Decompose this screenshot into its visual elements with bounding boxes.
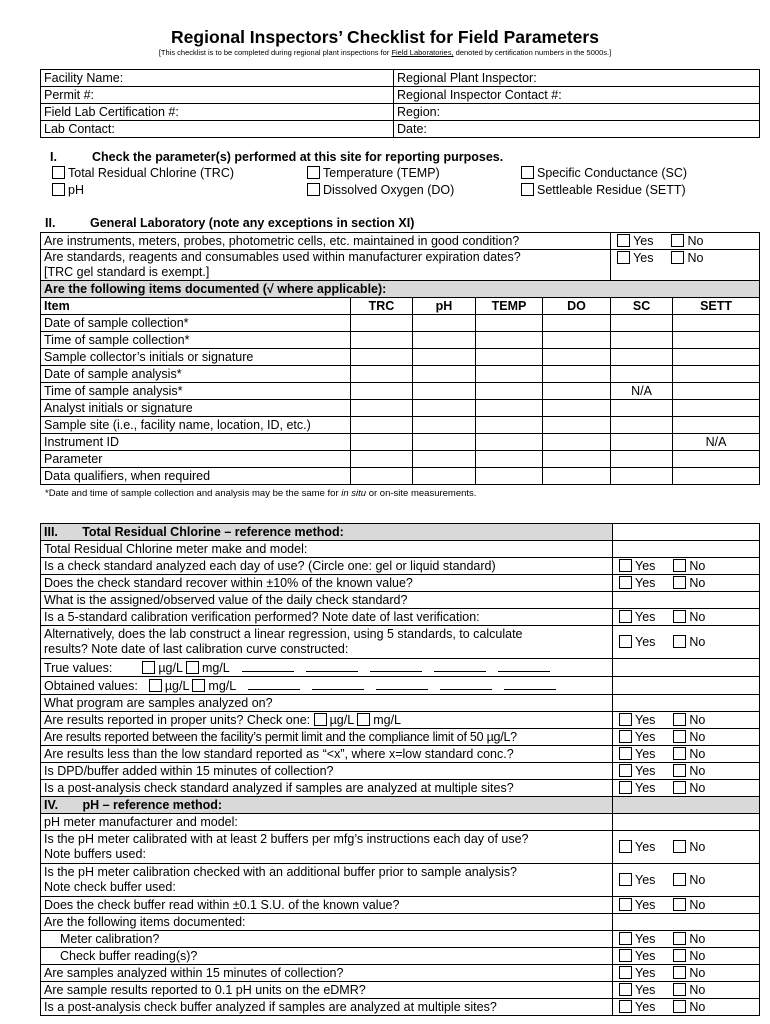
- section-2-number: II.: [45, 216, 56, 230]
- checkbox[interactable]: [521, 183, 534, 196]
- documented-heading: Are the following items documented (√ where applicable):: [41, 281, 760, 298]
- param-trc[interactable]: [52, 166, 234, 180]
- units-label: Are results reported in proper units? Check one:: [44, 713, 311, 727]
- subtitle-text: [This checklist is to be completed during regional plant inspections for: [158, 48, 392, 57]
- yes-no[interactable]: [613, 575, 760, 592]
- cell[interactable]: [351, 349, 413, 366]
- table-row: [41, 366, 760, 383]
- question-check-standard: Is a check standard analyzed each day of use? (Circle one: gel or liquid standard): [41, 558, 613, 575]
- yes-checkbox[interactable]: [619, 559, 632, 572]
- param-sett[interactable]: [521, 183, 686, 197]
- checkbox[interactable]: [52, 183, 65, 196]
- table-row: [41, 383, 760, 400]
- cell[interactable]: [611, 349, 673, 366]
- facility-info-table: [40, 69, 760, 138]
- question-ph-check-buffer: [41, 864, 613, 897]
- table-row: [41, 451, 760, 468]
- item-label: Date of sample analysis*: [41, 366, 351, 383]
- yes-no[interactable]: [613, 712, 760, 729]
- yes-label: Yes: [635, 610, 656, 624]
- no-label: No: [689, 559, 706, 573]
- yes-checkbox[interactable]: [619, 635, 632, 648]
- yes-checkbox[interactable]: [619, 747, 632, 760]
- mgl-checkbox[interactable]: [357, 713, 370, 726]
- mgl-checkbox[interactable]: [186, 661, 199, 674]
- cell[interactable]: [673, 468, 760, 485]
- col-sc: SC: [611, 298, 673, 315]
- yes-checkbox[interactable]: [619, 576, 632, 589]
- cell[interactable]: [413, 366, 476, 383]
- cell[interactable]: [673, 315, 760, 332]
- yes-no[interactable]: [613, 948, 760, 965]
- question-15-minutes: Are samples analyzed within 15 minutes of collection?: [41, 965, 613, 982]
- ugl-checkbox[interactable]: [149, 679, 162, 692]
- value-blank[interactable]: [248, 679, 300, 690]
- yes-checkbox[interactable]: [619, 898, 632, 911]
- ugl-label: µg/L: [158, 660, 183, 675]
- na-cell: N/A: [673, 434, 760, 451]
- yes-label: Yes: [633, 251, 654, 265]
- ugl-label: µg/L: [329, 713, 354, 727]
- yes-no[interactable]: [613, 999, 760, 1016]
- lab-contact-field[interactable]: Lab Contact:: [41, 121, 394, 138]
- cell[interactable]: [543, 349, 611, 366]
- param-temp[interactable]: [307, 166, 440, 180]
- no-checkbox[interactable]: [673, 966, 686, 979]
- yes-checkbox[interactable]: [619, 610, 632, 623]
- empty-cell: [613, 914, 760, 931]
- no-checkbox[interactable]: [673, 713, 686, 726]
- yes-checkbox[interactable]: [619, 1000, 632, 1013]
- general-lab-table: [40, 232, 760, 485]
- no-label: No: [689, 747, 706, 761]
- cell[interactable]: [543, 383, 611, 400]
- cell[interactable]: [611, 400, 673, 417]
- yes-label: Yes: [635, 764, 656, 778]
- section-2-title: General Laboratory (note any exceptions in section XI): [90, 216, 415, 230]
- cell[interactable]: [413, 451, 476, 468]
- footnote-text: *Date and time of sample collection and analysis may be the same for: [45, 488, 342, 499]
- yes-label: Yes: [635, 730, 656, 744]
- yes-label: Yes: [635, 781, 656, 795]
- no-checkbox[interactable]: [673, 635, 686, 648]
- question-line: Is the pH meter calibrated with at least 2 buffers per mfg’s instructions each day of use?: [44, 832, 529, 846]
- question-line: Is the pH meter calibration checked with an additional buffer prior to sample analysis?: [44, 865, 517, 879]
- cell[interactable]: [476, 366, 543, 383]
- mgl-checkbox[interactable]: [192, 679, 205, 692]
- section-1-title: Check the parameter(s) performed at this site for reporting purposes.: [92, 150, 504, 164]
- yes-no[interactable]: [613, 780, 760, 797]
- cell[interactable]: [351, 366, 413, 383]
- yes-label: Yes: [635, 747, 656, 761]
- question-dpd: Is DPD/buffer added within 15 minutes of collection?: [41, 763, 613, 780]
- cell[interactable]: [611, 332, 673, 349]
- obtained-values-label: Obtained values:: [44, 678, 138, 693]
- cell[interactable]: [351, 400, 413, 417]
- no-label: No: [689, 898, 706, 912]
- mgl-label: mg/L: [201, 660, 230, 675]
- cell[interactable]: [476, 400, 543, 417]
- cell[interactable]: [413, 400, 476, 417]
- true-values-row: [41, 659, 613, 677]
- cell[interactable]: [673, 349, 760, 366]
- question-5-standard: Is a 5-standard calibration verification performed? Note date of last verification:: [41, 609, 613, 626]
- question-post-analysis-buffer: Is a post-analysis check buffer analyzed if samples are analyzed at multiple sites?: [41, 999, 613, 1016]
- no-label: No: [689, 1000, 706, 1014]
- cell[interactable]: [413, 383, 476, 400]
- cell[interactable]: [543, 366, 611, 383]
- yes-label: Yes: [635, 840, 656, 854]
- cell[interactable]: [543, 400, 611, 417]
- question-compliance-limit: Are results reported between the facility’s permit limit and the compliance limit of 50 µg/L?: [41, 729, 613, 746]
- no-label: No: [689, 840, 706, 854]
- yes-checkbox[interactable]: [619, 932, 632, 945]
- question-buffer-read: Does the check buffer read within ±0.1 S.U. of the known value?: [41, 897, 613, 914]
- param-label: Temperature (TEMP): [323, 166, 440, 180]
- yes-checkbox[interactable]: [619, 983, 632, 996]
- na-cell: N/A: [611, 383, 673, 400]
- no-checkbox[interactable]: [673, 747, 686, 760]
- no-label: No: [689, 932, 706, 946]
- date-field[interactable]: Date:: [394, 121, 760, 138]
- cell[interactable]: [611, 366, 673, 383]
- question-line: Note check buffer used:: [44, 880, 176, 894]
- footnote: [45, 488, 476, 499]
- item-label: Date of sample collection*: [41, 315, 351, 332]
- cell[interactable]: [413, 349, 476, 366]
- no-checkbox[interactable]: [673, 949, 686, 962]
- col-trc: TRC: [351, 298, 413, 315]
- cell[interactable]: [673, 451, 760, 468]
- cell[interactable]: [476, 332, 543, 349]
- regional-inspector-field[interactable]: Regional Plant Inspector:: [394, 70, 760, 87]
- table-row: [41, 400, 760, 417]
- yes-no[interactable]: [613, 931, 760, 948]
- col-ph: pH: [413, 298, 476, 315]
- yes-label: Yes: [635, 635, 656, 649]
- cell[interactable]: [543, 332, 611, 349]
- question-program[interactable]: What program are samples analyzed on?: [41, 695, 613, 712]
- permit-field[interactable]: Permit #:: [41, 87, 394, 104]
- cell[interactable]: [611, 417, 673, 434]
- empty-cell: [613, 524, 760, 541]
- mgl-label: mg/L: [208, 678, 237, 693]
- cell[interactable]: [476, 383, 543, 400]
- empty-cell: [613, 659, 760, 677]
- col-item: Item: [41, 298, 351, 315]
- yes-no[interactable]: [613, 965, 760, 982]
- no-label: No: [689, 730, 706, 744]
- item-label: Sample site (i.e., facility name, location, ID, etc.): [41, 417, 351, 434]
- facility-name-field[interactable]: Facility Name:: [41, 70, 394, 87]
- yes-no[interactable]: [613, 729, 760, 746]
- cell[interactable]: [413, 315, 476, 332]
- yes-label: Yes: [633, 234, 654, 248]
- no-checkbox[interactable]: [673, 983, 686, 996]
- yes-checkbox[interactable]: [617, 251, 630, 264]
- cell[interactable]: [673, 417, 760, 434]
- yes-no[interactable]: [613, 831, 760, 864]
- cell[interactable]: [611, 315, 673, 332]
- empty-cell: [613, 677, 760, 695]
- no-label: No: [689, 966, 706, 980]
- cell[interactable]: [543, 468, 611, 485]
- no-checkbox[interactable]: [673, 559, 686, 572]
- page-subtitle: [0, 48, 770, 57]
- param-sc[interactable]: [521, 166, 687, 180]
- cell[interactable]: [543, 451, 611, 468]
- question-post-analysis: Is a post-analysis check standard analyzed if samples are analyzed at multiple sites?: [41, 780, 613, 797]
- yes-no[interactable]: [613, 864, 760, 897]
- no-label: No: [689, 949, 706, 963]
- question-line: Note buffers used:: [44, 847, 146, 861]
- value-blank[interactable]: [370, 661, 422, 672]
- checkbox[interactable]: [307, 183, 320, 196]
- lab-cert-field[interactable]: Field Lab Certification #:: [41, 104, 394, 121]
- no-label: No: [687, 251, 704, 265]
- empty-cell: [613, 592, 760, 609]
- yes-checkbox[interactable]: [619, 873, 632, 886]
- section-1-number: I.: [50, 150, 57, 164]
- cell[interactable]: [351, 468, 413, 485]
- cell[interactable]: [611, 468, 673, 485]
- cell[interactable]: [543, 315, 611, 332]
- obtained-values-row: [41, 677, 613, 695]
- col-do: DO: [543, 298, 611, 315]
- cell[interactable]: [673, 400, 760, 417]
- yes-no[interactable]: [613, 746, 760, 763]
- cell[interactable]: [673, 383, 760, 400]
- yes-checkbox[interactable]: [619, 949, 632, 962]
- value-blank[interactable]: [306, 661, 358, 672]
- subtitle-underlined: Field Laboratories,: [391, 48, 454, 57]
- param-label: pH: [68, 183, 84, 197]
- item-label: Parameter: [41, 451, 351, 468]
- question-linear-regression: [41, 626, 613, 659]
- cell[interactable]: [611, 434, 673, 451]
- yes-label: Yes: [635, 932, 656, 946]
- inspector-contact-field[interactable]: Regional Inspector Contact #:: [394, 87, 760, 104]
- no-checkbox[interactable]: [673, 873, 686, 886]
- section-2-heading: [45, 216, 414, 230]
- yes-checkbox[interactable]: [619, 781, 632, 794]
- empty-cell: [613, 797, 760, 814]
- item-label: Instrument ID: [41, 434, 351, 451]
- yes-label: Yes: [635, 713, 656, 727]
- yes-label: Yes: [635, 1000, 656, 1014]
- no-label: No: [689, 635, 706, 649]
- table-row: [41, 434, 760, 451]
- trc-meter-question[interactable]: Total Residual Chlorine meter make and model:: [41, 541, 613, 558]
- no-label: No: [687, 234, 704, 248]
- question-items-documented: Are the following items documented:: [41, 914, 613, 931]
- yes-no[interactable]: [613, 763, 760, 780]
- question-check-buffer-reading: Check buffer reading(s)?: [41, 948, 613, 965]
- cell[interactable]: [351, 332, 413, 349]
- no-label: No: [689, 983, 706, 997]
- yes-no[interactable]: [613, 982, 760, 999]
- yes-label: Yes: [635, 576, 656, 590]
- no-label: No: [689, 713, 706, 727]
- value-blank[interactable]: [498, 661, 550, 672]
- cell[interactable]: [673, 366, 760, 383]
- yes-label: Yes: [635, 966, 656, 980]
- question-line: Are standards, reagents and consumables used within manufacturer expiration dates?: [44, 250, 521, 264]
- ugl-label: µg/L: [164, 678, 189, 693]
- cell[interactable]: [413, 468, 476, 485]
- cell[interactable]: [413, 332, 476, 349]
- cell[interactable]: [351, 434, 413, 451]
- yes-checkbox[interactable]: [619, 730, 632, 743]
- yes-checkbox[interactable]: [619, 713, 632, 726]
- cell[interactable]: [351, 417, 413, 434]
- no-label: No: [689, 873, 706, 887]
- yes-label: Yes: [635, 559, 656, 573]
- cell[interactable]: [476, 434, 543, 451]
- cell[interactable]: [413, 434, 476, 451]
- cell[interactable]: [611, 451, 673, 468]
- question-edmr: Are sample results reported to 0.1 pH units on the eDMR?: [41, 982, 613, 999]
- item-label: Time of sample collection*: [41, 332, 351, 349]
- yes-no[interactable]: [613, 609, 760, 626]
- param-label: Settleable Residue (SETT): [537, 183, 686, 197]
- question-recover: Does the check standard recover within ±10% of the known value?: [41, 575, 613, 592]
- no-checkbox[interactable]: [673, 898, 686, 911]
- question-low-standard: Are results less than the low standard reported as “<x”, where x=low standard conc.?: [41, 746, 613, 763]
- empty-cell: [613, 541, 760, 558]
- no-label: No: [689, 764, 706, 778]
- yes-no-maintained[interactable]: [611, 233, 760, 250]
- no-label: No: [689, 781, 706, 795]
- yes-no[interactable]: [613, 897, 760, 914]
- cell[interactable]: [351, 451, 413, 468]
- item-label: Sample collector’s initials or signature: [41, 349, 351, 366]
- yes-checkbox[interactable]: [617, 234, 630, 247]
- no-checkbox[interactable]: [671, 251, 684, 264]
- yes-no[interactable]: [613, 558, 760, 575]
- cell[interactable]: [476, 451, 543, 468]
- cell[interactable]: [543, 417, 611, 434]
- yes-checkbox[interactable]: [619, 966, 632, 979]
- no-checkbox[interactable]: [671, 234, 684, 247]
- yes-label: Yes: [635, 983, 656, 997]
- question-meter-calibration: Meter calibration?: [41, 931, 613, 948]
- mgl-label: mg/L: [373, 713, 402, 727]
- table-row: [41, 315, 760, 332]
- cell[interactable]: [476, 468, 543, 485]
- table-row: [41, 468, 760, 485]
- no-checkbox[interactable]: [673, 1000, 686, 1013]
- ugl-checkbox[interactable]: [314, 713, 327, 726]
- footnote-text-end: or on-site measurements.: [366, 488, 477, 499]
- item-label: Analyst initials or signature: [41, 400, 351, 417]
- ph-meter-question[interactable]: pH meter manufacturer and model:: [41, 814, 613, 831]
- col-sett: SETT: [673, 298, 760, 315]
- section-1-heading: [50, 150, 503, 164]
- region-field[interactable]: Region:: [394, 104, 760, 121]
- cell[interactable]: [673, 332, 760, 349]
- question-line: results? Note date of last calibration curve constructed:: [44, 642, 349, 656]
- footnote-italic: in situ: [341, 488, 367, 499]
- question-line: Alternatively, does the lab construct a linear regression, using 5 standards, to calculate: [44, 627, 523, 641]
- no-checkbox[interactable]: [673, 610, 686, 623]
- cell[interactable]: [476, 315, 543, 332]
- page-title: Regional Inspectors’ Checklist for Field Parameters: [171, 27, 599, 47]
- param-label: Dissolved Oxygen (DO): [323, 183, 455, 197]
- table-row: [41, 417, 760, 434]
- yes-label: Yes: [635, 873, 656, 887]
- ugl-checkbox[interactable]: [142, 661, 155, 674]
- yes-checkbox[interactable]: [619, 840, 632, 853]
- param-label: Specific Conductance (SC): [537, 166, 688, 180]
- value-blank[interactable]: [312, 679, 364, 690]
- question-assigned-value[interactable]: What is the assigned/observed value of the daily check standard?: [41, 592, 613, 609]
- cell[interactable]: [413, 417, 476, 434]
- value-blank[interactable]: [504, 679, 556, 690]
- yes-no-expiration[interactable]: [611, 250, 760, 281]
- value-blank[interactable]: [376, 679, 428, 690]
- table-row: [41, 349, 760, 366]
- true-values-label: True values:: [44, 660, 113, 675]
- value-blank[interactable]: [242, 661, 294, 672]
- no-label: No: [689, 610, 706, 624]
- yes-label: Yes: [635, 898, 656, 912]
- param-do[interactable]: [307, 183, 454, 197]
- param-ph[interactable]: [52, 183, 84, 197]
- yes-label: Yes: [635, 949, 656, 963]
- value-blank[interactable]: [434, 661, 486, 672]
- no-checkbox[interactable]: [673, 576, 686, 589]
- checkbox[interactable]: [521, 166, 534, 179]
- item-label: Time of sample analysis*: [41, 383, 351, 400]
- cell[interactable]: [351, 315, 413, 332]
- question-units: [41, 712, 613, 729]
- yes-no[interactable]: [613, 626, 760, 659]
- item-label: Data qualifiers, when required: [41, 468, 351, 485]
- no-checkbox[interactable]: [673, 764, 686, 777]
- subtitle-text-end: denoted by certification numbers in the 5000s.]: [453, 48, 612, 57]
- cell[interactable]: [476, 417, 543, 434]
- cell[interactable]: [543, 434, 611, 451]
- param-label: Total Residual Chlorine (TRC): [68, 166, 235, 180]
- yes-checkbox[interactable]: [619, 764, 632, 777]
- cell[interactable]: [351, 383, 413, 400]
- question-line: [TRC gel standard is exempt.]: [44, 265, 210, 279]
- section-3-heading: III. Total Residual Chlorine – reference method:: [41, 524, 613, 541]
- question-expiration: [41, 250, 611, 281]
- no-checkbox[interactable]: [673, 781, 686, 794]
- question-ph-calibrated: [41, 831, 613, 864]
- question-maintained: Are instruments, meters, probes, photometric cells, etc. maintained in good condition?: [41, 233, 611, 250]
- reference-method-table: [40, 523, 760, 1016]
- empty-cell: [613, 695, 760, 712]
- checkbox[interactable]: [52, 166, 65, 179]
- section-4-heading: IV. pH – reference method:: [41, 797, 613, 814]
- table-row: [41, 332, 760, 349]
- no-label: No: [689, 576, 706, 590]
- col-temp: TEMP: [476, 298, 543, 315]
- no-checkbox[interactable]: [673, 730, 686, 743]
- no-checkbox[interactable]: [673, 840, 686, 853]
- no-checkbox[interactable]: [673, 932, 686, 945]
- checkbox[interactable]: [307, 166, 320, 179]
- empty-cell: [613, 814, 760, 831]
- cell[interactable]: [476, 349, 543, 366]
- value-blank[interactable]: [440, 679, 492, 690]
